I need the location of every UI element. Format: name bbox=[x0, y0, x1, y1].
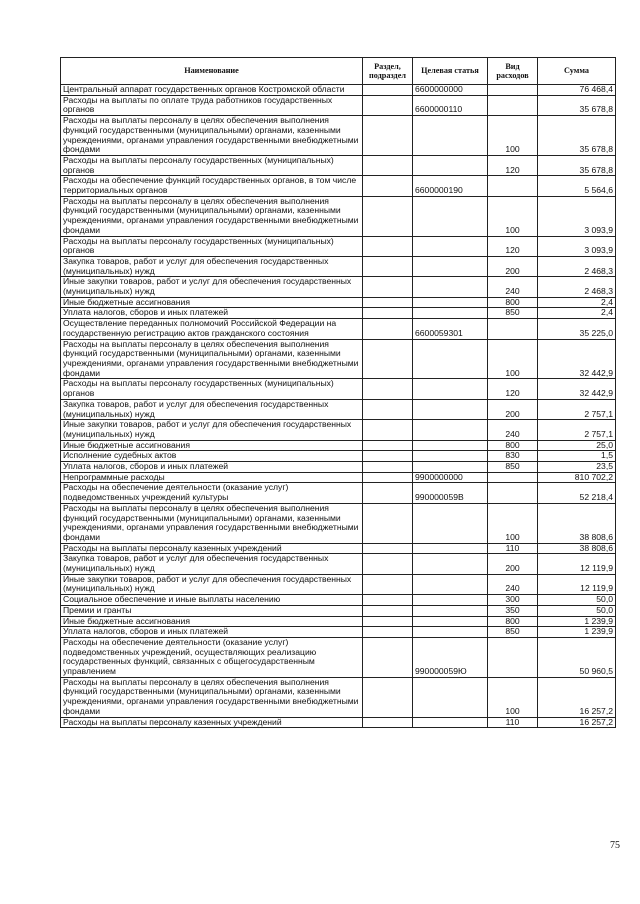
table-row bbox=[61, 308, 616, 319]
cell-kind: 240 bbox=[488, 574, 538, 594]
cell-sum: 16 257,2 bbox=[538, 717, 616, 728]
table-row bbox=[61, 605, 616, 616]
table-row bbox=[61, 256, 616, 276]
cell-kind: 300 bbox=[488, 595, 538, 606]
table-row bbox=[61, 399, 616, 419]
cell-section bbox=[363, 554, 413, 574]
cell-name: Расходы на обеспечение функций государственных органов, в том числе территориальных органов bbox=[61, 176, 363, 196]
table-row bbox=[61, 176, 616, 196]
cell-target bbox=[413, 677, 488, 717]
cell-name: Закупка товаров, работ и услуг для обеспечения государственных (муниципальных) нужд bbox=[61, 256, 363, 276]
cell-kind: 120 bbox=[488, 155, 538, 175]
cell-sum: 12 119,9 bbox=[538, 554, 616, 574]
table-row bbox=[61, 483, 616, 503]
cell-kind: 350 bbox=[488, 605, 538, 616]
cell-section bbox=[363, 420, 413, 440]
table-row bbox=[61, 574, 616, 594]
cell-section bbox=[363, 236, 413, 256]
cell-sum: 2 757,1 bbox=[538, 399, 616, 419]
cell-name: Иные бюджетные ассигнования bbox=[61, 616, 363, 627]
cell-target bbox=[413, 616, 488, 627]
cell-section bbox=[363, 399, 413, 419]
cell-sum: 1 239,9 bbox=[538, 627, 616, 638]
cell-target: 9900000000 bbox=[413, 472, 488, 483]
table-row bbox=[61, 236, 616, 256]
cell-sum: 32 442,9 bbox=[538, 339, 616, 379]
cell-section bbox=[363, 595, 413, 606]
table-row bbox=[61, 95, 616, 115]
cell-kind: 120 bbox=[488, 236, 538, 256]
cell-kind bbox=[488, 176, 538, 196]
header-sum: Сумма bbox=[538, 58, 616, 85]
cell-sum: 12 119,9 bbox=[538, 574, 616, 594]
cell-name: Закупка товаров, работ и услуг для обеспечения государственных (муниципальных) нужд bbox=[61, 399, 363, 419]
table-row bbox=[61, 277, 616, 297]
cell-name: Расходы на выплаты персоналу государственных (муниципальных) органов bbox=[61, 236, 363, 256]
cell-sum: 35 678,8 bbox=[538, 116, 616, 156]
cell-kind: 830 bbox=[488, 451, 538, 462]
cell-name: Социальное обеспечение и иные выплаты населению bbox=[61, 595, 363, 606]
table-row bbox=[61, 440, 616, 451]
table-row bbox=[61, 503, 616, 543]
page-number: 75 bbox=[610, 840, 620, 851]
cell-section bbox=[363, 85, 413, 96]
cell-sum: 38 808,6 bbox=[538, 503, 616, 543]
table-row bbox=[61, 155, 616, 175]
cell-target bbox=[413, 717, 488, 728]
cell-section bbox=[363, 574, 413, 594]
cell-name: Расходы на обеспечение деятельности (оказание услуг) подведомственных учреждений, осуществляющих реализацию государственных функций, связанных с общегосударственным управлением bbox=[61, 637, 363, 677]
header-name: Наименование bbox=[61, 58, 363, 85]
cell-target bbox=[413, 595, 488, 606]
table-row bbox=[61, 543, 616, 554]
cell-name: Иные бюджетные ассигнования bbox=[61, 297, 363, 308]
cell-name: Расходы на выплаты персоналу в целях обеспечения выполнения функций государственными (муниципальными) органами, казенными учреждениями, органами управления государственными внебюджетными фондами bbox=[61, 503, 363, 543]
cell-kind: 100 bbox=[488, 677, 538, 717]
table-body bbox=[61, 85, 616, 728]
cell-sum: 1,5 bbox=[538, 451, 616, 462]
cell-sum: 23,5 bbox=[538, 462, 616, 473]
cell-sum: 2,4 bbox=[538, 297, 616, 308]
cell-kind: 240 bbox=[488, 420, 538, 440]
cell-target bbox=[413, 236, 488, 256]
cell-target: 6600000190 bbox=[413, 176, 488, 196]
cell-target bbox=[413, 420, 488, 440]
cell-target bbox=[413, 116, 488, 156]
cell-kind: 100 bbox=[488, 339, 538, 379]
cell-kind bbox=[488, 319, 538, 339]
cell-section bbox=[363, 627, 413, 638]
table-row bbox=[61, 196, 616, 236]
cell-section bbox=[363, 379, 413, 399]
cell-target: 990000059Ю bbox=[413, 637, 488, 677]
cell-section bbox=[363, 451, 413, 462]
table-row bbox=[61, 420, 616, 440]
cell-sum: 25,0 bbox=[538, 440, 616, 451]
budget-table bbox=[60, 57, 616, 728]
cell-section bbox=[363, 176, 413, 196]
cell-target bbox=[413, 503, 488, 543]
cell-kind: 200 bbox=[488, 399, 538, 419]
cell-target bbox=[413, 379, 488, 399]
cell-sum: 2 757,1 bbox=[538, 420, 616, 440]
header-target: Целевая статья bbox=[413, 58, 488, 85]
table-row bbox=[61, 116, 616, 156]
cell-kind: 100 bbox=[488, 116, 538, 156]
cell-sum: 76 468,4 bbox=[538, 85, 616, 96]
cell-section bbox=[363, 677, 413, 717]
cell-name: Расходы на выплаты персоналу в целях обеспечения выполнения функций государственными (муниципальными) органами, казенными учреждениями, органами управления государственными внебюджетными фондами bbox=[61, 196, 363, 236]
cell-target bbox=[413, 451, 488, 462]
cell-target bbox=[413, 256, 488, 276]
cell-kind: 100 bbox=[488, 196, 538, 236]
cell-sum: 2 468,3 bbox=[538, 256, 616, 276]
cell-target bbox=[413, 277, 488, 297]
table-row bbox=[61, 379, 616, 399]
cell-target bbox=[413, 155, 488, 175]
cell-kind: 800 bbox=[488, 440, 538, 451]
cell-section bbox=[363, 308, 413, 319]
cell-name: Расходы на выплаты персоналу в целях обеспечения выполнения функций государственными (муниципальными) органами, казенными учреждениями, органами управления государственными внебюджетными фондами bbox=[61, 339, 363, 379]
cell-kind: 850 bbox=[488, 462, 538, 473]
cell-section bbox=[363, 605, 413, 616]
cell-section bbox=[363, 483, 413, 503]
cell-name: Центральный аппарат государственных органов Костромской области bbox=[61, 85, 363, 96]
table-row bbox=[61, 616, 616, 627]
cell-sum: 32 442,9 bbox=[538, 379, 616, 399]
cell-kind: 850 bbox=[488, 308, 538, 319]
cell-kind bbox=[488, 85, 538, 96]
cell-kind: 200 bbox=[488, 256, 538, 276]
cell-section bbox=[363, 543, 413, 554]
cell-target bbox=[413, 462, 488, 473]
cell-name: Иные закупки товаров, работ и услуг для обеспечения государственных (муниципальных) нужд bbox=[61, 277, 363, 297]
cell-kind: 200 bbox=[488, 554, 538, 574]
cell-sum: 2,4 bbox=[538, 308, 616, 319]
cell-sum: 50,0 bbox=[538, 605, 616, 616]
cell-name: Иные закупки товаров, работ и услуг для обеспечения государственных (муниципальных) нужд bbox=[61, 574, 363, 594]
cell-kind: 110 bbox=[488, 717, 538, 728]
cell-section bbox=[363, 462, 413, 473]
cell-target: 6600000000 bbox=[413, 85, 488, 96]
cell-sum: 1 239,9 bbox=[538, 616, 616, 627]
cell-section bbox=[363, 637, 413, 677]
table-row bbox=[61, 595, 616, 606]
cell-section bbox=[363, 440, 413, 451]
cell-target bbox=[413, 196, 488, 236]
cell-kind: 800 bbox=[488, 616, 538, 627]
cell-section bbox=[363, 472, 413, 483]
table-header-row bbox=[61, 58, 616, 85]
table-row bbox=[61, 677, 616, 717]
cell-sum: 50,0 bbox=[538, 595, 616, 606]
cell-section bbox=[363, 196, 413, 236]
header-kind: Вид расходов bbox=[488, 58, 538, 85]
cell-target bbox=[413, 627, 488, 638]
cell-kind: 100 bbox=[488, 503, 538, 543]
cell-name: Расходы на выплаты персоналу казенных учреждений bbox=[61, 543, 363, 554]
cell-kind bbox=[488, 472, 538, 483]
table-row bbox=[61, 627, 616, 638]
cell-target: 6600059301 bbox=[413, 319, 488, 339]
cell-sum: 52 218,4 bbox=[538, 483, 616, 503]
cell-name: Иные закупки товаров, работ и услуг для обеспечения государственных (муниципальных) нужд bbox=[61, 420, 363, 440]
cell-section bbox=[363, 339, 413, 379]
cell-kind bbox=[488, 637, 538, 677]
table-row bbox=[61, 319, 616, 339]
cell-kind bbox=[488, 95, 538, 115]
cell-sum: 50 960,5 bbox=[538, 637, 616, 677]
cell-section bbox=[363, 256, 413, 276]
cell-name: Премии и гранты bbox=[61, 605, 363, 616]
cell-kind: 800 bbox=[488, 297, 538, 308]
cell-target bbox=[413, 339, 488, 379]
cell-name: Расходы на выплаты по оплате труда работников государственных органов bbox=[61, 95, 363, 115]
table-row bbox=[61, 717, 616, 728]
cell-name: Исполнение судебных актов bbox=[61, 451, 363, 462]
cell-section bbox=[363, 319, 413, 339]
table-row bbox=[61, 85, 616, 96]
cell-name: Расходы на выплаты персоналу в целях обеспечения выполнения функций государственными (муниципальными) органами, казенными учреждениями, органами управления государственными внебюджетными фондами bbox=[61, 677, 363, 717]
cell-section bbox=[363, 717, 413, 728]
cell-target bbox=[413, 440, 488, 451]
cell-name: Уплата налогов, сборов и иных платежей bbox=[61, 462, 363, 473]
cell-kind: 120 bbox=[488, 379, 538, 399]
table-row bbox=[61, 339, 616, 379]
cell-section bbox=[363, 297, 413, 308]
cell-sum: 3 093,9 bbox=[538, 236, 616, 256]
table-row bbox=[61, 472, 616, 483]
cell-sum: 16 257,2 bbox=[538, 677, 616, 717]
cell-sum: 35 678,8 bbox=[538, 95, 616, 115]
cell-target bbox=[413, 543, 488, 554]
cell-target bbox=[413, 554, 488, 574]
cell-sum: 38 808,6 bbox=[538, 543, 616, 554]
cell-name: Расходы на выплаты персоналу казенных учреждений bbox=[61, 717, 363, 728]
cell-sum: 2 468,3 bbox=[538, 277, 616, 297]
cell-name: Расходы на выплаты персоналу государственных (муниципальных) органов bbox=[61, 379, 363, 399]
table-row bbox=[61, 451, 616, 462]
cell-kind: 850 bbox=[488, 627, 538, 638]
cell-section bbox=[363, 95, 413, 115]
cell-sum: 35 678,8 bbox=[538, 155, 616, 175]
cell-name: Осуществление переданных полномочий Российской Федерации на государственную регистрацию актов гражданского состояния bbox=[61, 319, 363, 339]
cell-name: Закупка товаров, работ и услуг для обеспечения государственных (муниципальных) нужд bbox=[61, 554, 363, 574]
cell-target bbox=[413, 605, 488, 616]
cell-sum: 5 564,6 bbox=[538, 176, 616, 196]
header-section: Раздел, подраздел bbox=[363, 58, 413, 85]
cell-sum: 810 702,2 bbox=[538, 472, 616, 483]
cell-sum: 3 093,9 bbox=[538, 196, 616, 236]
cell-section bbox=[363, 277, 413, 297]
cell-name: Расходы на выплаты персоналу в целях обеспечения выполнения функций государственными (муниципальными) органами, казенными учреждениями, органами управления государственными внебюджетными фондами bbox=[61, 116, 363, 156]
cell-section bbox=[363, 116, 413, 156]
table-row bbox=[61, 554, 616, 574]
cell-section bbox=[363, 616, 413, 627]
cell-section bbox=[363, 503, 413, 543]
table-row bbox=[61, 462, 616, 473]
cell-kind bbox=[488, 483, 538, 503]
cell-name: Уплата налогов, сборов и иных платежей bbox=[61, 308, 363, 319]
table-row bbox=[61, 297, 616, 308]
cell-name: Расходы на выплаты персоналу государственных (муниципальных) органов bbox=[61, 155, 363, 175]
cell-target bbox=[413, 574, 488, 594]
cell-target bbox=[413, 308, 488, 319]
cell-kind: 110 bbox=[488, 543, 538, 554]
cell-name: Непрограммные расходы bbox=[61, 472, 363, 483]
cell-target bbox=[413, 297, 488, 308]
table-row bbox=[61, 637, 616, 677]
cell-kind: 240 bbox=[488, 277, 538, 297]
cell-target bbox=[413, 399, 488, 419]
cell-section bbox=[363, 155, 413, 175]
cell-name: Расходы на обеспечение деятельности (оказание услуг) подведомственных учреждений культуры bbox=[61, 483, 363, 503]
cell-target: 990000059В bbox=[413, 483, 488, 503]
cell-name: Уплата налогов, сборов и иных платежей bbox=[61, 627, 363, 638]
cell-name: Иные бюджетные ассигнования bbox=[61, 440, 363, 451]
cell-sum: 35 225,0 bbox=[538, 319, 616, 339]
cell-target: 6600000110 bbox=[413, 95, 488, 115]
